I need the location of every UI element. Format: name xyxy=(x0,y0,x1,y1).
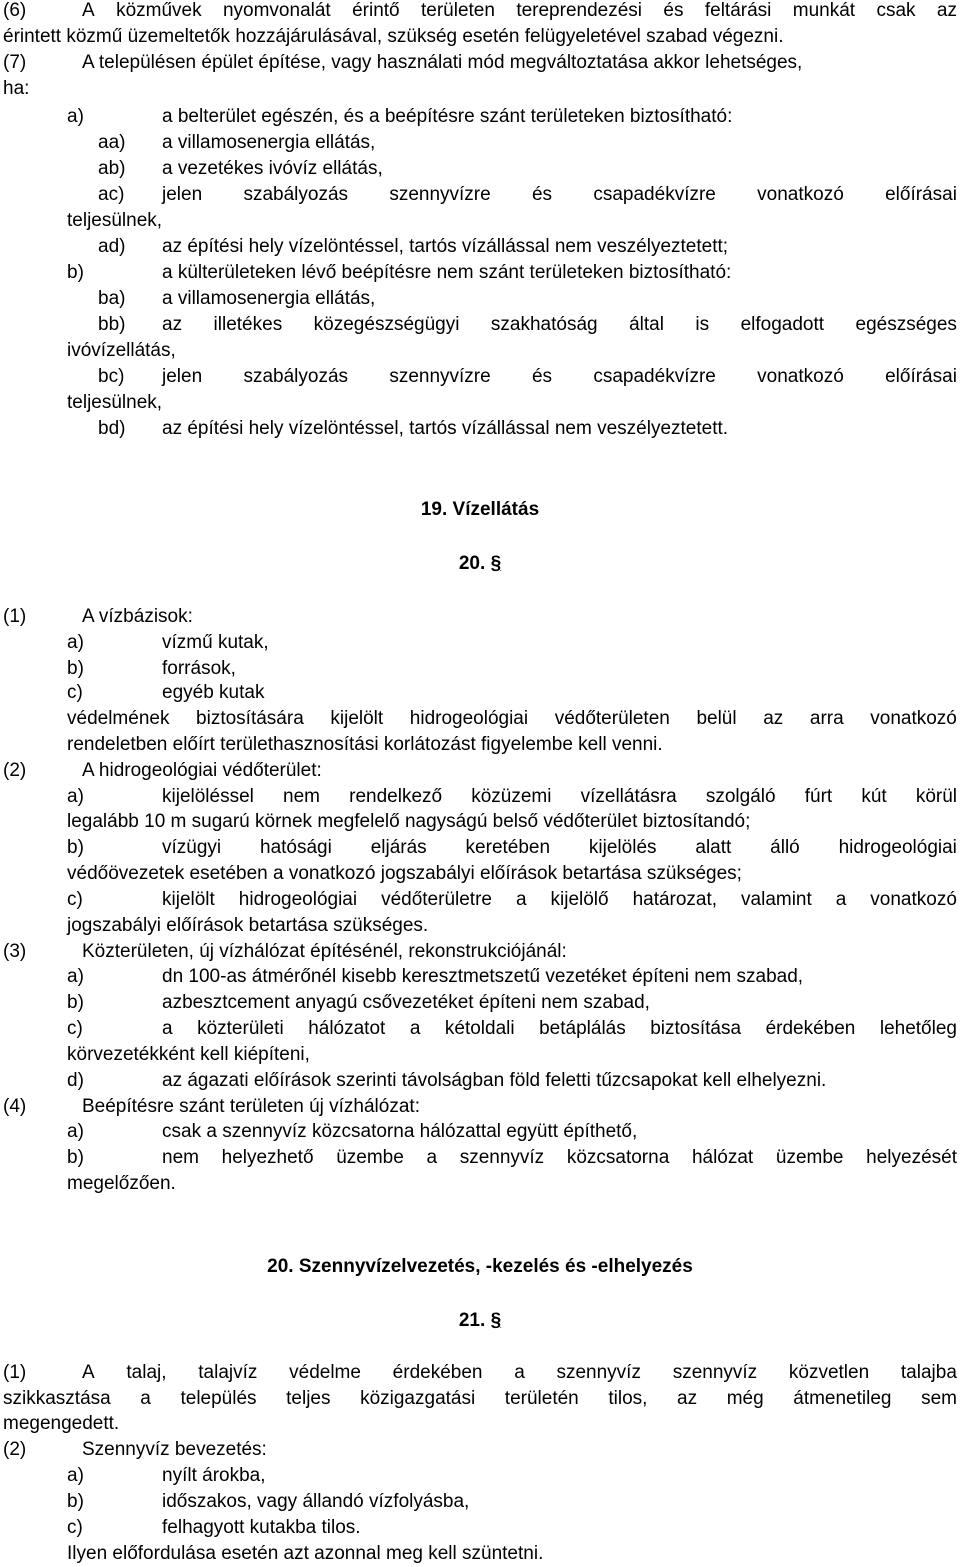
item-label: ab) xyxy=(98,158,126,179)
item-text: időszakos, vagy állandó vízfolyásba, xyxy=(162,1491,470,1512)
section-heading: 20. Szennyvízelvezetés, -kezelés és -elhelyezés xyxy=(267,1256,693,1277)
item-text: azbesztcement anyagú csővezetéket építeni nem szabad, xyxy=(162,992,650,1013)
paragraph-text: Beépítésre szánt területen új vízhálózat: xyxy=(82,1096,420,1117)
paragraph-text: megengedett. xyxy=(3,1413,120,1434)
section-sign-link[interactable]: § xyxy=(490,553,502,574)
paragraph-text: rendeletben előírt területhasznosítási korlátozást figyelembe kell venni. xyxy=(67,734,663,755)
item-label: c) xyxy=(67,889,83,910)
item-text: teljesülnek, xyxy=(67,210,163,231)
paragraph-number: (4) xyxy=(3,1096,27,1117)
paragraph-number: (6) xyxy=(3,0,27,21)
item-label: c) xyxy=(67,1517,83,1538)
paragraph-text: A településen épület építése, vagy használati mód megváltoztatása akkor lehetséges, xyxy=(82,52,803,73)
paragraph-text-justified: A talaj, talajvíz védelme érdekében a szennyvíz szennyvíz közvetlen talajba xyxy=(82,1362,957,1383)
paragraph-number: (1) xyxy=(3,606,27,627)
item-label: ba) xyxy=(98,288,126,309)
item-text-justified: kijelölt hidrogeológiai védőterületre a kijelölő határozat, valamint a vonatkozó xyxy=(162,889,957,910)
paragraph-number: (2) xyxy=(3,1439,27,1460)
item-text: a külterületeken lévő beépítésre nem szánt területeken biztosítható: xyxy=(162,262,732,283)
item-label: a) xyxy=(67,966,84,987)
item-text: legalább 10 m sugarú körnek megfelelő nagyságú belső védőterület biztosítandó; xyxy=(67,811,751,832)
paragraph-number: (3) xyxy=(3,941,27,962)
paragraph-number: (7) xyxy=(3,52,27,73)
paragraph-number: (2) xyxy=(3,760,27,781)
item-label: a) xyxy=(67,106,84,127)
item-text: körvezetékként kell kiépíteni, xyxy=(67,1044,310,1065)
item-text: nyílt árokba, xyxy=(162,1465,266,1486)
item-label: a) xyxy=(67,786,84,807)
item-label: b) xyxy=(67,837,84,858)
item-text: az építési hely vízelöntéssel, tartós vízállással nem veszélyeztetett. xyxy=(162,418,729,439)
item-text: az ágazati előírások szerinti távolságban föld feletti tűzcsapokat kell elhelyezni. xyxy=(162,1070,827,1091)
section-heading: 19. Vízellátás xyxy=(420,499,540,520)
item-label: b) xyxy=(67,1147,84,1168)
paragraph-sign-heading xyxy=(0,551,960,577)
item-text: a belterület egészén, és a beépítésre szánt területeken biztosítható: xyxy=(162,106,733,127)
item-text-justified: nem helyezhető üzembe a szennyvíz közcsatorna hálózat üzembe helyezését xyxy=(162,1147,957,1168)
item-text-justified: jelen szabályozás szennyvízre és csapadékvízre vonatkozó előírásai xyxy=(162,184,957,205)
item-text: teljesülnek, xyxy=(67,392,163,413)
paragraph-text-justified: szikkasztása a település teljes közigazgatási területén tilos, az még átmenetileg sem xyxy=(3,1388,957,1409)
item-text: a villamosenergia ellátás, xyxy=(162,132,376,153)
paragraph-text: Szennyvíz bevezetés: xyxy=(82,1439,267,1460)
paragraph-number: (1) xyxy=(3,1362,27,1383)
item-text-justified: jelen szabályozás szennyvízre és csapadékvízre vonatkozó előírásai xyxy=(162,366,957,387)
paragraph-number: 20. xyxy=(458,553,486,574)
item-label: c) xyxy=(67,1018,83,1039)
item-text-justified: vízügyi hatósági eljárás keretében kijelölés alatt álló hidrogeológiai xyxy=(162,837,957,858)
item-text: a villamosenergia ellátás, xyxy=(162,288,376,309)
item-text: források, xyxy=(162,658,236,679)
item-label: bb) xyxy=(98,314,126,335)
paragraph-text-justified: A közművek nyomvonalát érintő területen tereprendezési és feltárási munkát csak az xyxy=(82,0,957,21)
item-text: megelőzően. xyxy=(67,1173,176,1194)
item-label: bc) xyxy=(98,366,125,387)
item-label: d) xyxy=(67,1070,84,1091)
item-label: ac) xyxy=(98,184,125,205)
item-label: a) xyxy=(67,1121,84,1142)
item-label: aa) xyxy=(98,132,126,153)
item-text: egyéb kutak xyxy=(162,682,265,703)
item-label: a) xyxy=(67,1465,84,1486)
item-label: b) xyxy=(67,262,84,283)
item-label: b) xyxy=(67,992,84,1013)
item-label: bd) xyxy=(98,418,126,439)
item-text: védőövezetek esetében a vonatkozó jogszabályi előírások betartása szükséges; xyxy=(67,863,742,884)
item-label: b) xyxy=(67,658,84,679)
item-text-justified: kijelöléssel nem rendelkező közüzemi vízellátásra szolgáló fúrt kút körül xyxy=(162,786,957,807)
paragraph-text: érintett közmű üzemeltetők hozzájárulásával, szükség esetén felügyeletével szabad végezni. xyxy=(3,26,784,47)
item-text-justified: a közterületi hálózatot a kétoldali betáplálás biztosítása érdekében lehetőleg xyxy=(162,1018,957,1039)
item-label: a) xyxy=(67,632,84,653)
section-sign-link[interactable]: § xyxy=(490,1310,502,1331)
item-text: csak a szennyvíz közcsatorna hálózattal együtt építhető, xyxy=(162,1121,638,1142)
paragraph-text: Ilyen előfordulása esetén azt azonnal meg kell szüntetni. xyxy=(67,1543,544,1564)
item-text: ivóvízellátás, xyxy=(67,340,176,361)
item-text: jogszabályi előírások betartása szükséges. xyxy=(67,915,429,936)
item-text: az építési hely vízelöntéssel, tartós vízállással nem veszélyeztetett; xyxy=(162,236,729,257)
item-label: c) xyxy=(67,682,83,703)
item-text: dn 100-as átmérőnél kisebb keresztmetszetű vezetéket építeni nem szabad, xyxy=(162,966,804,987)
paragraph-sign-heading xyxy=(0,1308,960,1334)
paragraph-text: A hidrogeológiai védőterület: xyxy=(82,760,322,781)
paragraph-text: A vízbázisok: xyxy=(82,606,193,627)
item-text-justified: az illetékes közegészségügyi szakhatóság által is elfogadott egészséges xyxy=(162,314,957,335)
paragraph-text: ha: xyxy=(3,78,30,99)
item-text: vízmű kutak, xyxy=(162,632,269,653)
item-label: b) xyxy=(67,1491,84,1512)
paragraph-number: 21. xyxy=(458,1310,486,1331)
paragraph-text: Közterületen, új vízhálózat építésénél, rekonstrukciójánál: xyxy=(82,941,567,962)
item-text: a vezetékes ivóvíz ellátás, xyxy=(162,158,383,179)
paragraph-text-justified: védelmének biztosítására kijelölt hidrogeológiai védőterületen belül az arra vonatkozó xyxy=(67,708,957,729)
item-text: felhagyott kutakba tilos. xyxy=(162,1517,361,1538)
item-label: ad) xyxy=(98,236,126,257)
